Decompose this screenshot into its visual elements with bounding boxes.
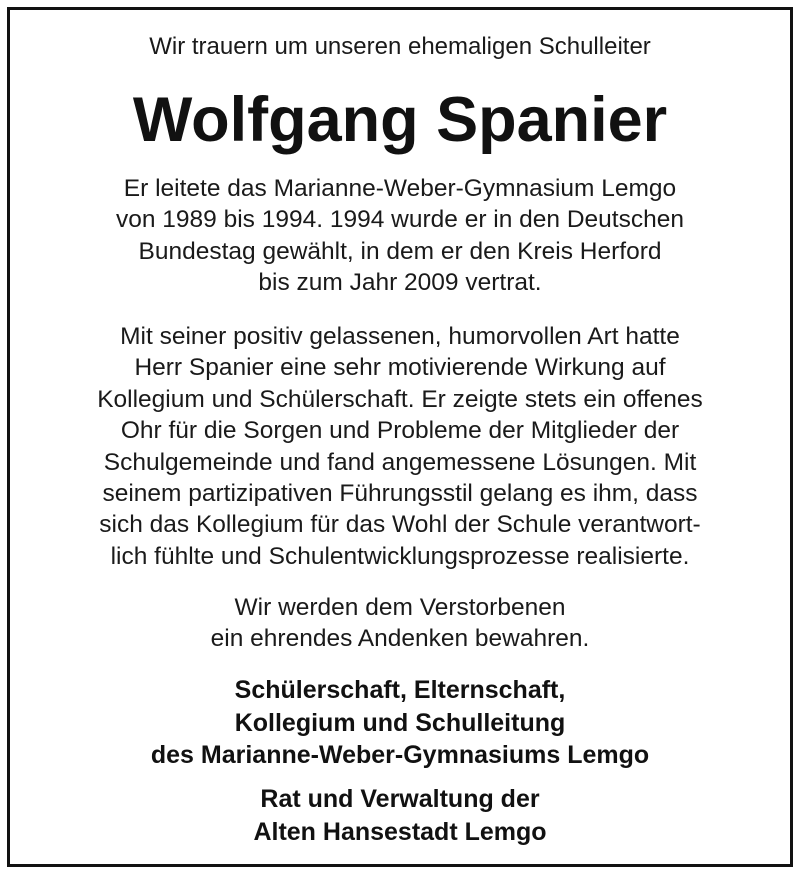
signature-line: Alten Hansestadt Lemgo xyxy=(253,817,547,846)
tribute-paragraph xyxy=(10,321,790,572)
signature-school xyxy=(10,674,790,772)
text-line: seinem partizipativen Führungsstil gelang es ihm, dass xyxy=(102,480,698,508)
remembrance-paragraph xyxy=(10,592,790,655)
text-line: ein ehrendes Andenken bewahren. xyxy=(210,625,590,653)
signature-line: Kollegium und Schulleitung xyxy=(234,708,566,737)
intro-line: Wir trauern um unseren ehemaligen Schulleiter xyxy=(149,33,651,60)
text-line: Kollegium und Schülerschaft. Er zeigte stets ein offenes xyxy=(97,385,703,413)
text-line: von 1989 bis 1994. 1994 wurde er in den Deutschen xyxy=(116,206,684,234)
text-line: Ohr für die Sorgen und Probleme der Mitglieder der xyxy=(120,417,680,445)
obituary-notice xyxy=(7,7,793,867)
text-line: lich fühlte und Schulentwicklungsprozesse realisierte. xyxy=(110,542,690,570)
text-line: Wir werden dem Verstorbenen xyxy=(234,594,566,621)
text-line: Er leitete das Marianne-Weber-Gymnasium Lemgo xyxy=(123,175,677,202)
biography-paragraph xyxy=(10,173,790,299)
signature-city xyxy=(10,783,790,848)
signature-line: des Marianne-Weber-Gymnasiums Lemgo xyxy=(150,741,650,769)
text-line: Bundestag gewählt, in dem er den Kreis Herford xyxy=(138,237,662,265)
text-line: Herr Spanier eine sehr motivierende Wirkung auf xyxy=(134,354,666,382)
signature-line: Schülerschaft, Elternschaft, xyxy=(234,676,566,704)
text-line: Schulgemeinde und fand angemessene Lösungen. Mit xyxy=(103,448,697,476)
text-line: bis zum Jahr 2009 vertrat. xyxy=(258,269,542,297)
deceased-name: Wolfgang Spanier xyxy=(132,85,668,155)
signature-line: Rat und Verwaltung der xyxy=(260,785,540,813)
text-line: Mit seiner positiv gelassenen, humorvollen Art hatte xyxy=(120,323,680,350)
text-line: sich das Kollegium für das Wohl der Schule verantwort- xyxy=(99,511,701,539)
